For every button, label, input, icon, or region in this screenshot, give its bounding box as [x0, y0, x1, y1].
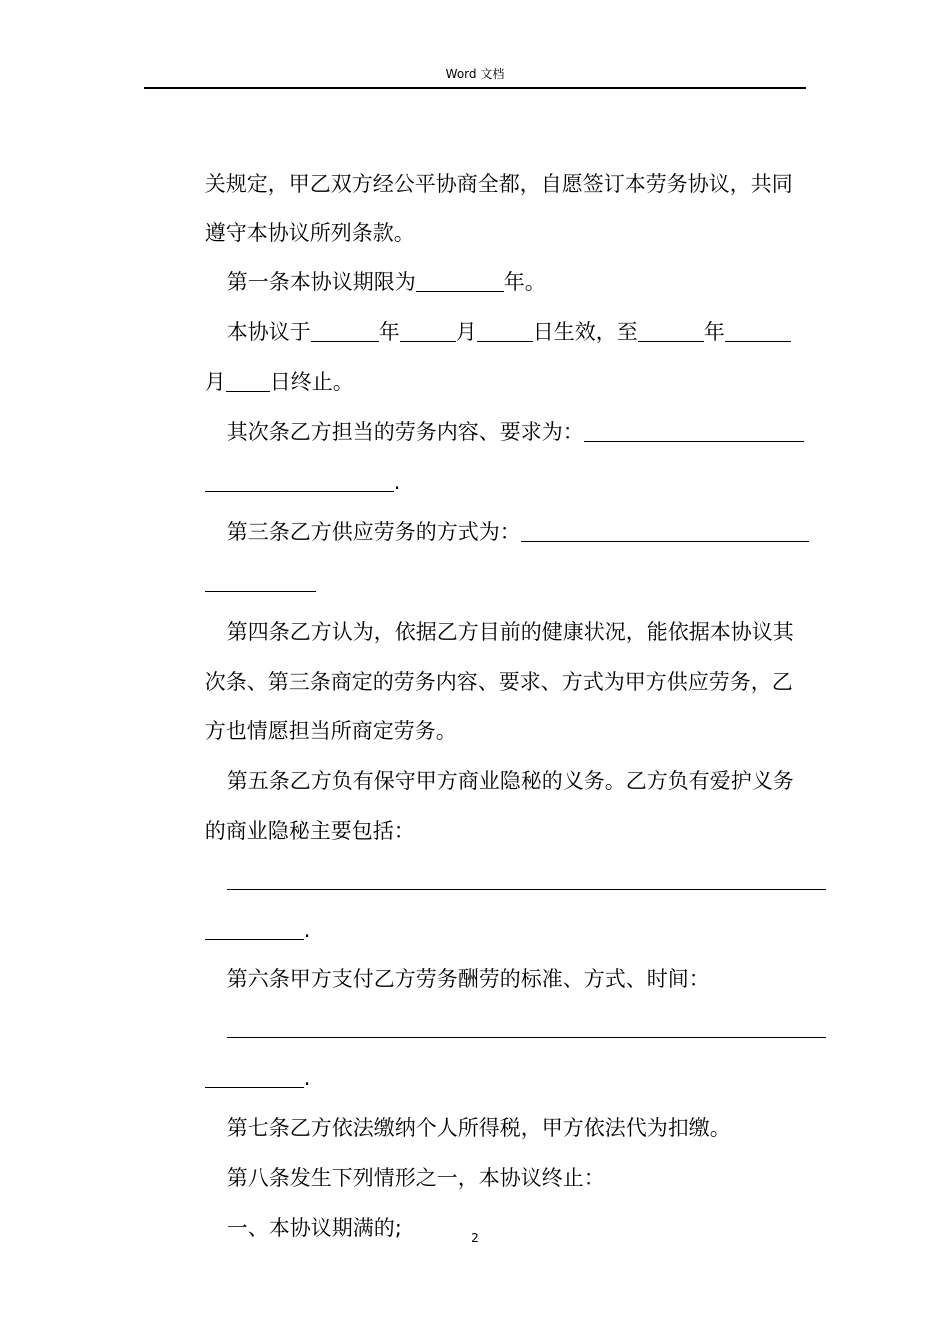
text-run: 本协议于: [226, 320, 311, 344]
text-run: 月: [455, 320, 477, 344]
text-run: 月: [204, 370, 226, 394]
text-run: 第六条甲方支付乙方劳务酬劳的标准、方式、时间：: [226, 967, 710, 991]
paragraph-line: [0, 1080, 950, 1140]
effective-date-line: [0, 284, 950, 344]
article-5-continuation: [0, 882, 950, 942]
text-run: 一、本协议期满的;: [226, 1216, 402, 1240]
page-header: Word 文档: [445, 67, 505, 81]
paragraph-line: [0, 683, 950, 743]
paragraph-line: [0, 931, 950, 991]
text-run: 第八条发生下列情形之一，本协议终止：: [226, 1166, 605, 1190]
text-run: .: [393, 470, 401, 494]
text-run: 次条、第三条商定的劳务内容、要求、方式为甲方供应劳务，乙: [204, 670, 793, 694]
header-rule: [144, 87, 806, 89]
text-run: .: [303, 918, 311, 942]
paragraph-line: [0, 136, 950, 196]
termination-date-line: [0, 334, 950, 394]
paragraph-line: [0, 634, 950, 694]
text-run: 关规定，甲乙双方经公平协商全都，自愿签订本劳务协议，共同: [204, 172, 793, 196]
text-run: 年: [378, 320, 400, 344]
text-run: 日终止。: [269, 370, 354, 394]
article-1-line: [0, 234, 950, 294]
text-run: 第四条乙方认为，依据乙方目前的健康状况，能依据本协议其: [226, 620, 794, 644]
text-run: 遵守本协议所列条款。: [204, 221, 415, 245]
article-6-blank-line: [0, 980, 950, 1012]
paragraph-line: [0, 1130, 950, 1190]
text-run: 第五条乙方负有保守甲方商业隐秘的义务。乙方负有爱护义务: [226, 769, 794, 793]
article-3-line: [0, 484, 950, 544]
article-5-blank-line: [0, 832, 950, 864]
text-run: 第一条本协议期限为: [226, 270, 416, 294]
article-2-continuation: [0, 434, 950, 494]
text-run: .: [303, 1066, 311, 1090]
text-run: 日生效，至: [532, 320, 638, 344]
page-number: 2: [471, 1231, 479, 1245]
text-run: 第三条乙方供应劳务的方式为：: [226, 520, 521, 544]
text-run: 年: [703, 320, 725, 344]
text-run: 方也情愿担当所商定劳务。: [204, 719, 457, 743]
text-run: 第七条乙方依法缴纳个人所得税，甲方依法代为扣缴。: [226, 1116, 731, 1140]
paragraph-line: [0, 1180, 950, 1240]
article-6-continuation: [0, 1030, 950, 1090]
paragraph-line: [0, 783, 950, 843]
text-run: 年。: [503, 270, 546, 294]
paragraph-line: [0, 185, 950, 245]
text-run: 其次条乙方担当的劳务内容、要求为：: [226, 420, 584, 444]
article-3-continuation: [0, 534, 950, 566]
text-run: 的商业隐秘主要包括：: [204, 819, 415, 843]
paragraph-line: [0, 733, 950, 793]
paragraph-line: [0, 584, 950, 644]
article-2-line: [0, 384, 950, 444]
